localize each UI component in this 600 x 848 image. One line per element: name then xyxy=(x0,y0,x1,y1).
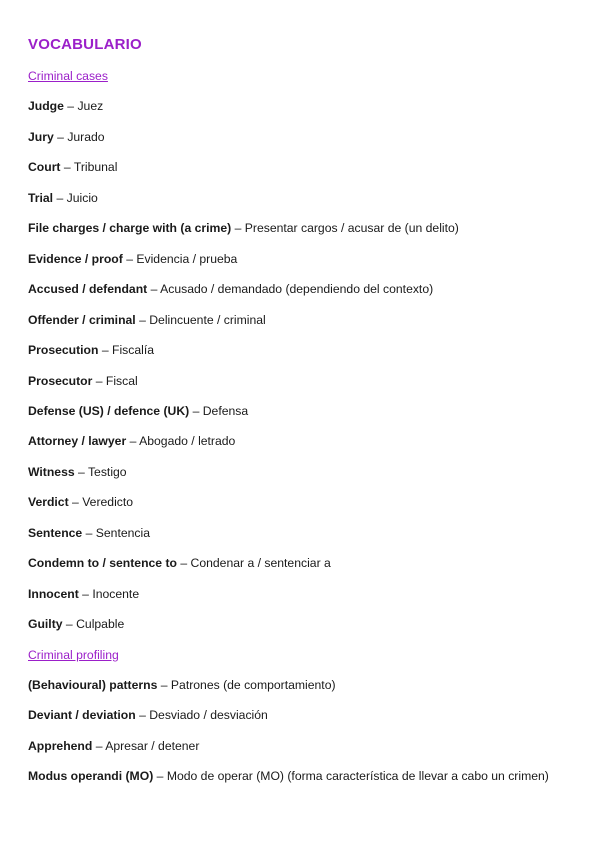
vocab-translation: Sentencia xyxy=(95,525,150,540)
vocab-separator: – xyxy=(153,769,167,784)
vocab-term: Judge xyxy=(28,99,64,114)
vocab-separator: – xyxy=(157,678,171,692)
vocab-entry xyxy=(28,616,124,632)
vocab-entry xyxy=(28,586,139,602)
vocab-term: Verdict xyxy=(28,495,69,510)
vocab-translation: Presentar cargos / acusar de (un delito) xyxy=(244,221,459,236)
vocab-entry xyxy=(28,525,150,541)
vocab-entry xyxy=(28,464,127,480)
vocab-term: Evidence / proof xyxy=(28,251,123,266)
vocab-separator: – xyxy=(53,190,67,205)
vocab-separator: – xyxy=(126,434,140,449)
vocab-separator: – xyxy=(135,312,150,327)
vocab-translation: Juez xyxy=(77,99,104,114)
vocab-entry xyxy=(28,555,331,571)
vocab-separator: – xyxy=(63,99,78,114)
vocab-separator: – xyxy=(53,129,68,144)
vocab-separator: – xyxy=(92,738,106,753)
vocab-entry xyxy=(28,220,459,236)
vocab-term: Offender / criminal xyxy=(28,312,136,327)
vocab-translation: Evidencia / prueba xyxy=(136,251,238,266)
vocab-entry xyxy=(28,373,138,389)
vocab-separator: – xyxy=(189,403,203,418)
vocab-term: Accused / defendant xyxy=(28,282,148,297)
vocab-term: File charges / charge with (a crime) xyxy=(28,221,232,236)
section-heading-link[interactable]: Criminal cases xyxy=(28,69,108,83)
vocab-translation: Abogado / letrado xyxy=(139,434,236,449)
vocab-separator: – xyxy=(92,373,106,388)
vocab-term: Witness xyxy=(28,464,75,479)
vocab-translation: Jurado xyxy=(67,129,105,144)
vocab-translation: Juicio xyxy=(66,190,98,205)
vocab-entry xyxy=(28,312,266,328)
vocab-translation: Delincuente / criminal xyxy=(149,312,266,327)
vocab-separator: – xyxy=(82,525,96,540)
vocab-translation: Culpable xyxy=(76,617,125,632)
vocab-term: Jury xyxy=(28,129,54,144)
vocab-translation: Fiscal xyxy=(105,373,138,388)
vocab-term: Court xyxy=(28,160,61,175)
vocab-translation: Desviado / desviación xyxy=(149,708,268,723)
vocab-separator: – xyxy=(135,708,150,723)
vocab-separator: – xyxy=(62,617,77,632)
vocab-separator: – xyxy=(147,282,161,297)
vocab-term: Trial xyxy=(28,190,54,205)
vocab-term: Condemn to / sentence to xyxy=(28,556,177,571)
vocab-separator: – xyxy=(74,464,88,479)
vocab-translation: Patrones (de comportamiento) xyxy=(170,678,336,692)
vocab-entry xyxy=(28,281,433,297)
vocab-term: Guilty xyxy=(28,617,63,632)
vocab-separator: – xyxy=(78,586,93,601)
vocab-entry xyxy=(28,159,117,175)
vocab-entry xyxy=(28,433,235,449)
vocab-term: Attorney / lawyer xyxy=(28,434,127,449)
vocab-entry xyxy=(28,403,248,419)
vocab-term: Apprehend xyxy=(28,738,93,753)
vocab-translation: Condenar a / sentenciar a xyxy=(190,556,331,571)
vocab-separator: – xyxy=(68,495,83,510)
page-title: VOCABULARIO xyxy=(28,36,142,53)
vocab-translation: Acusado / demandado (dependiendo del contexto) xyxy=(160,282,434,297)
vocab-term: Prosecution xyxy=(28,343,99,358)
vocab-separator: – xyxy=(231,221,245,236)
vocab-translation: Modo de operar (MO) (forma característica de llevar a cabo un crimen) xyxy=(166,769,549,784)
vocab-entry xyxy=(28,129,105,145)
vocab-entry xyxy=(28,707,268,723)
vocab-separator: – xyxy=(98,343,112,358)
vocab-entry xyxy=(28,494,133,510)
vocab-term: Sentence xyxy=(28,525,83,540)
section-heading-link[interactable]: Criminal profiling xyxy=(28,647,119,662)
vocab-separator: – xyxy=(122,251,137,266)
vocab-translation: Testigo xyxy=(87,464,127,479)
vocab-entry xyxy=(28,342,154,358)
vocab-term: Innocent xyxy=(28,586,79,601)
vocab-translation: Apresar / detener xyxy=(105,738,200,753)
vocab-term: Prosecutor xyxy=(28,373,93,388)
vocab-entry xyxy=(28,251,237,267)
vocab-translation: Veredicto xyxy=(82,495,134,510)
vocab-term: (Behavioural) patterns xyxy=(28,678,158,692)
vocab-separator: – xyxy=(60,160,74,175)
vocab-entry xyxy=(28,190,98,206)
vocab-term: Defense (US) / defence (UK) xyxy=(28,403,190,418)
vocab-separator: – xyxy=(176,556,191,571)
vocab-entry xyxy=(28,738,199,754)
vocab-term: Modus operandi (MO) xyxy=(28,769,154,784)
vocab-translation: Tribunal xyxy=(73,160,118,175)
vocab-term: Deviant / deviation xyxy=(28,708,136,723)
vocab-translation: Defensa xyxy=(202,403,249,418)
vocab-translation: Fiscalía xyxy=(112,343,154,358)
vocab-entry xyxy=(28,677,336,693)
vocab-entry xyxy=(28,98,103,114)
vocab-entry xyxy=(28,768,549,784)
vocab-translation: Inocente xyxy=(92,586,140,601)
